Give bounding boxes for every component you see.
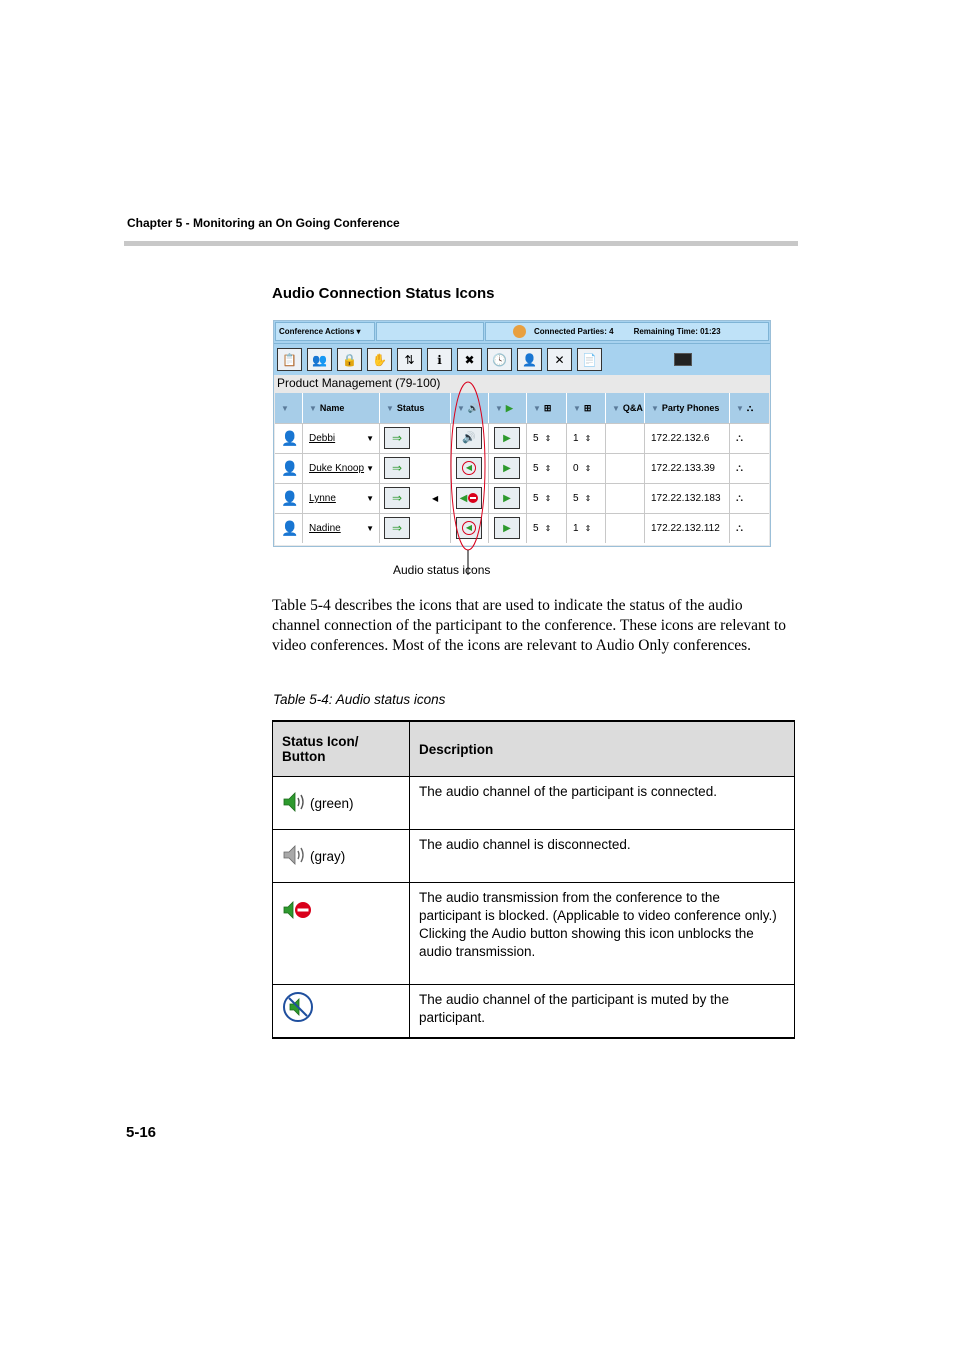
speaking-icon: ◀: [432, 494, 439, 503]
col-extra[interactable]: ▼ ⛬: [730, 393, 769, 423]
col-video[interactable]: ▼ ▶: [489, 393, 527, 423]
col-qa[interactable]: ▼ Q&A: [606, 393, 645, 423]
audio-status-table: [272, 720, 795, 1039]
person-icon: 👤: [281, 460, 299, 476]
person-icon: 👤: [281, 430, 299, 446]
participant-name[interactable]: Debbi ▼: [303, 424, 380, 453]
col-audio[interactable]: ▼ 🔊: [451, 393, 489, 423]
add-participants-icon[interactable]: 👥: [307, 348, 332, 371]
participant-settings-icon: ⛬: [736, 493, 743, 504]
conference-status-bar: [485, 322, 769, 341]
participant-settings-icon: ⛬: [736, 523, 743, 534]
party-phone: 172.22.132.183: [645, 484, 730, 513]
chapter-header: Chapter 5 - Monitoring an On Going Conference: [127, 216, 400, 230]
table-caption: Table 5-4: Audio status icons: [273, 692, 446, 707]
conference-actions-menu[interactable]: Conference Actions ▾: [275, 322, 375, 341]
header-rule: [124, 241, 798, 246]
properties-icon[interactable]: 📋: [277, 348, 302, 371]
conference-top-bar: [274, 321, 770, 343]
volume-stepper[interactable]: 0 ⇕: [567, 454, 606, 483]
table-row: [275, 483, 769, 513]
col-select[interactable]: ▼: [275, 393, 303, 423]
delete-icon[interactable]: ✕: [547, 348, 572, 371]
description-cell: The audio transmission from the conference to the participant is blocked. (Applicable to video conference only.) Clicking the Audio button showing this icon unblocks the audio transmission.: [410, 883, 795, 985]
body-paragraph: Table 5-4 describes the icons that are used to indicate the status of the audio channel connection of the participant to the conference. These icons are relevant to video conferences. Most of the icons are relevant to Audio Only conferences.: [272, 597, 786, 654]
video-icon[interactable]: ▶: [494, 487, 520, 509]
person-icon: 👤: [281, 520, 299, 536]
audio-connected-icon[interactable]: 🔊: [456, 427, 482, 449]
audio-muted-icon[interactable]: ◀: [456, 457, 482, 479]
table-row: [273, 883, 795, 985]
participant-name[interactable]: Lynne ▼: [303, 484, 380, 513]
party-phone: 172.22.132.6: [645, 424, 730, 453]
audio-blocked-icon[interactable]: ◀: [456, 487, 482, 509]
col-volume[interactable]: ▼ ⊞: [567, 393, 606, 423]
icon-label: (gray): [310, 849, 346, 864]
col-name[interactable]: ▼ Name: [303, 393, 380, 423]
layout-stepper[interactable]: 5 ⇕: [527, 454, 567, 483]
volume-stepper[interactable]: 1 ⇕: [567, 424, 606, 453]
status-orb-icon: [513, 325, 526, 338]
video-icon[interactable]: ▶: [494, 457, 520, 479]
video-icon[interactable]: ▶: [494, 517, 520, 539]
layout-icon: ⊞: [543, 403, 552, 413]
lock-icon[interactable]: 🔒: [337, 348, 362, 371]
conference-icon[interactable]: 👤: [517, 348, 542, 371]
empty-field: [376, 322, 484, 341]
stop-hand-icon[interactable]: ✋: [367, 348, 392, 371]
callout-ellipse: [440, 380, 500, 580]
section-title: Audio Connection Status Icons: [272, 285, 495, 302]
participant-info-icon[interactable]: ℹ: [427, 348, 452, 371]
film-icon[interactable]: [674, 353, 692, 366]
remaining-time: Remaining Time: 01:23: [633, 327, 721, 336]
description-cell: The audio channel of the participant is muted by the participant.: [410, 985, 795, 1038]
connection-status-icon[interactable]: ⇒: [384, 487, 410, 509]
speaker-muted-icon: [282, 991, 314, 1023]
clock-icon[interactable]: 🕓: [487, 348, 512, 371]
icon-label: (green): [310, 796, 354, 811]
party-phone: 172.22.132.112: [645, 514, 730, 543]
description-cell: The audio channel is disconnected.: [410, 830, 795, 883]
clipboard-icon[interactable]: 📄: [577, 348, 602, 371]
table-row: [275, 513, 769, 543]
layout-stepper[interactable]: 5 ⇕: [527, 424, 567, 453]
table-row: [275, 423, 769, 453]
speaker-icon: 🔊: [467, 403, 480, 413]
header-status-icon: Status Icon/ Button: [273, 721, 410, 777]
conference-title: Product Management (79-100): [277, 376, 441, 390]
participant-settings-icon: ⛬: [736, 433, 743, 444]
party-phone: 172.22.133.39: [645, 454, 730, 483]
layout-stepper[interactable]: 5 ⇕: [527, 484, 567, 513]
connected-parties: Connected Parties: 4: [534, 327, 614, 336]
speaker-blocked-icon: [282, 899, 314, 921]
volume-stepper[interactable]: 1 ⇕: [567, 514, 606, 543]
col-layout[interactable]: ▼ ⊞: [527, 393, 567, 423]
network-icon: ⛬: [746, 403, 754, 413]
layout-stepper[interactable]: 5 ⇕: [527, 514, 567, 543]
col-party-phones[interactable]: ▼ Party Phones: [645, 393, 730, 423]
table-row: [273, 830, 795, 883]
header-description: Description: [410, 721, 795, 777]
video-camera-icon: ▶: [505, 403, 513, 413]
participant-settings-icon: ⛬: [736, 463, 743, 474]
connection-status-icon[interactable]: ⇒: [384, 457, 410, 479]
conference-screenshot: [273, 320, 771, 547]
page-number: 5-16: [126, 1124, 157, 1141]
table-header-row: [273, 721, 795, 777]
col-status[interactable]: ▼ Status: [380, 393, 451, 423]
disconnect-icon[interactable]: ✖: [457, 348, 482, 371]
speaker-green-icon: [282, 791, 306, 813]
callout-label: Audio status icons: [393, 563, 491, 577]
participant-name[interactable]: Nadine ▼: [303, 514, 380, 543]
table-row: [273, 777, 795, 830]
participants-grid: [275, 393, 769, 545]
connection-status-icon[interactable]: ⇒: [384, 427, 410, 449]
video-icon[interactable]: ▶: [494, 427, 520, 449]
volume-stepper[interactable]: 5 ⇕: [567, 484, 606, 513]
speaker-gray-icon: [282, 844, 306, 866]
audio-muted-icon[interactable]: ◀: [456, 517, 482, 539]
person-icon: 👤: [281, 490, 299, 506]
connection-status-icon[interactable]: ⇒: [384, 517, 410, 539]
volume-icon: ⊞: [583, 403, 592, 413]
toolbar: [274, 343, 770, 375]
table-row: [275, 453, 769, 483]
table-row: [273, 985, 795, 1038]
move-icon[interactable]: ⇅: [397, 348, 422, 371]
participant-name[interactable]: Duke Knoop ▼: [303, 454, 380, 483]
description-cell: The audio channel of the participant is connected.: [410, 777, 795, 830]
